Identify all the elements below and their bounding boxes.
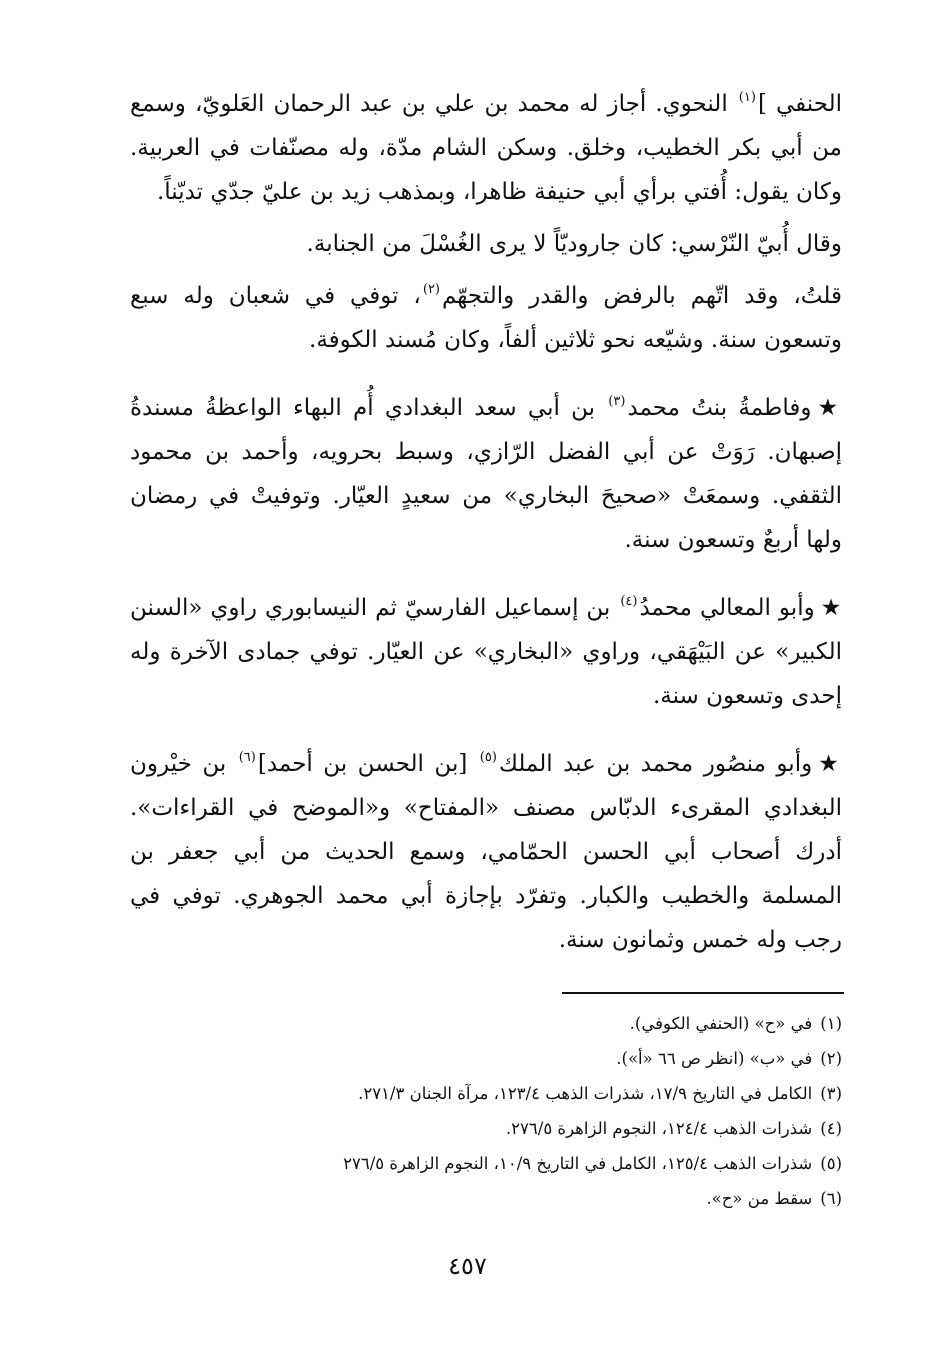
text-run: [بن الحسن بن أحمد] — [257, 751, 478, 777]
footnote — [130, 1181, 842, 1216]
footnote-number: (١) — [820, 1014, 842, 1033]
text-run: النحوي. أجاز له محمد بن علي بن عبد الرحمان العَلويّ، وسمع من أبي بكر الخطيب، وخلق. وسكن الشام مدّة، وله مصنّفات في العربية. وكان يقول: أُفتي برأي أبي حنيفة ظاهرا، وبمذهب زيد بن عليّ جدّي تديّناً. — [130, 91, 842, 205]
paragraph — [130, 274, 842, 362]
footnote-reference: (١) — [738, 90, 756, 105]
footnote-number: (٣) — [820, 1084, 842, 1103]
biography-entry — [130, 586, 842, 718]
paragraph — [130, 222, 842, 266]
footnote-reference: (٥) — [479, 750, 497, 765]
footnote-reference: (٦) — [238, 750, 256, 765]
text-run: ، توفي في شعبان وله سبع وتسعون سنة. وشيّعه نحو ثلاثين ألفاً، وكان مُسند الكوفة. — [130, 283, 842, 353]
footnote — [130, 1076, 842, 1111]
star-marker-icon: ★ — [818, 751, 842, 777]
footnote-text: في «ب» (انظر ص ٦٦ «أ»). — [616, 1049, 813, 1068]
footnote-reference: (٢) — [422, 282, 440, 297]
text-run: وأبو المعالي محمدُ — [639, 595, 815, 621]
text-run: وقال أُبيّ النّرْسي: كان جاروديّاً لا يرى الغُسْلَ من الجنابة. — [306, 231, 842, 257]
footnote-number: (٥) — [820, 1154, 842, 1173]
star-marker-icon: ★ — [820, 595, 842, 621]
text-run: قلتُ، وقد اتّهم بالرفض والقدر والتجهّم — [442, 283, 842, 309]
footnote-number: (٢) — [820, 1049, 842, 1068]
page-number: ٤٥٧ — [448, 1252, 487, 1280]
text-run: وفاطمةُ بنتُ محمد — [627, 395, 812, 421]
biography-entry — [130, 742, 842, 962]
paragraph — [130, 82, 842, 214]
text-run: بن أبي سعد البغدادي أُم البهاء الواعظةُ مسندةُ إصبهان. رَوَتْ عن أبي الفضل الرّازي، وسبط بحرويه، وأحمد بن محمود الثقفي. وسمعَتْ «صحيحَ البخاري» من سعيدٍ العيّار. وتوفيتْ في رمضان ولها أربعٌ وتسعون سنة. — [130, 395, 842, 553]
footnote-text: في «ح» (الحنفي الكوفي). — [629, 1014, 813, 1033]
footnote-reference: (٣) — [608, 394, 626, 409]
text-run: الحنفي ] — [757, 91, 842, 117]
footnote-text: شذرات الذهب ١٢٥/٤، الكامل في التاريخ ١٠/٩، النجوم الزاهرة ٢٧٦/٥ — [343, 1154, 813, 1173]
text-run: بن إسماعيل الفارسيّ ثم النيسابوري راوي «السنن الكبير» عن البَيْهَقي، وراوي «البخاري» عن العيّار. توفي جمادى الآخرة وله إحدى وتسعون سنة. — [130, 595, 842, 709]
star-marker-icon: ★ — [817, 395, 842, 421]
footnote — [130, 1041, 842, 1076]
footnote-text: شذرات الذهب ١٢٤/٤، النجوم الزاهرة ٢٧٦/٥. — [505, 1119, 813, 1138]
footnote — [130, 1146, 842, 1181]
footnote-text: الكامل في التاريخ ١٧/٩، شذرات الذهب ١٢٣/٤، مرآة الجنان ٢٧١/٣. — [358, 1084, 813, 1103]
footnote-text: سقط من «ح». — [706, 1189, 813, 1208]
footnote-reference: (٤) — [620, 594, 638, 609]
text-run: بن خيْرون البغدادي المقرىء الدبّاس مصنف «المفتاح» و«الموضح في القراءات». أدرك أصحاب أبي الحسن الحمّامي، وسمع الحديث من أبي جعفر بن المسلمة والخطيب والكبار. وتفرّد بإجازة أبي محمد الجوهري. توفي في رجب وله خمس وثمانون سنة. — [130, 751, 842, 953]
footnotes-list — [130, 1006, 842, 1216]
footnote-number: (٦) — [820, 1189, 842, 1208]
main-text — [130, 82, 842, 962]
text-run: وأبو منصُور محمد بن عبد الملك — [498, 751, 813, 777]
footnote — [130, 1006, 842, 1041]
footnote-number: (٤) — [820, 1119, 842, 1138]
footnote-separator — [562, 992, 844, 994]
biography-entry — [130, 386, 842, 562]
footnote — [130, 1111, 842, 1146]
